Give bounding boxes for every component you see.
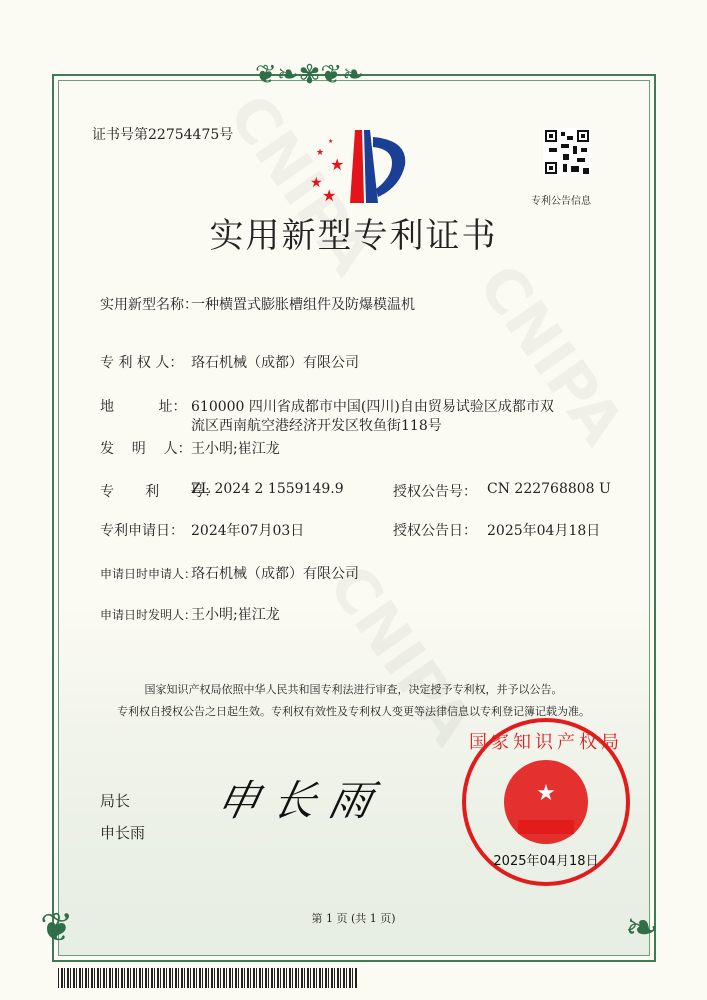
patentee-value: 珞石机械（成都）有限公司 [191, 355, 359, 371]
grant-date-label: 授权公告日： [393, 523, 477, 539]
inventor-at-filing-value: 王小明;崔江龙 [191, 607, 280, 623]
patentee-label: 专 利 权 人： [100, 355, 184, 371]
inventor-at-filing-label: 申请日时发明人： [100, 608, 197, 622]
svg-text:★: ★ [328, 138, 334, 145]
address-line2: 流区西南航空港经济开发区牧鱼街118号 [191, 418, 442, 434]
svg-text:★: ★ [536, 781, 556, 806]
grant-date-value: 2025年04月18日 [487, 523, 601, 539]
seal-date: 2025年04月18日 [493, 854, 599, 869]
applicant-at-filing-label: 申请日时申请人： [100, 567, 197, 581]
page-number: 第 1 页 (共 1 页) [311, 912, 396, 925]
ornament-top: ❦❧✾❦❧ [255, 60, 364, 90]
seal-text: 国家知识产权局 [469, 732, 623, 753]
director-title: 局长 [100, 792, 131, 810]
grant-number-label: 授权公告号： [393, 484, 477, 500]
certificate-number: 证书号第22754475号 [92, 127, 234, 143]
notice-line-1: 国家知识产权局依照中华人民共和国专利法进行审查，决定授予专利权，并予以公告。 [144, 683, 563, 696]
ornament-bottom-left: ❦ [40, 905, 74, 951]
patent-number-value: ZL 2024 2 1559149.9 [191, 481, 344, 497]
apply-date-label: 专利申请日： [100, 523, 184, 539]
patent-number-label: 专 利 号： [100, 484, 219, 500]
cnipa-logo [300, 125, 415, 205]
inventor-value: 王小明;崔江龙 [191, 441, 280, 457]
address-line1: 610000 四川省成都市中国(四川)自由贸易试验区成都市双 [191, 399, 554, 415]
notice-line-2: 专利权自授权公告之日起生效。专利权有效性及专利权人变更等法律信息以专利登记簿记载为准。 [117, 705, 590, 718]
qr-code[interactable] [543, 128, 591, 176]
svg-text:★: ★ [330, 155, 345, 174]
svg-text:★: ★ [316, 148, 325, 158]
director-name: 申长雨 [100, 824, 146, 842]
barcode [58, 968, 358, 988]
name-value: 一种横置式膨胀槽组件及防爆模温机 [191, 297, 415, 313]
address-label: 地 址： [100, 399, 187, 415]
svg-text:★: ★ [322, 186, 337, 205]
ornament-bottom-right: ❧ [625, 905, 659, 951]
applicant-at-filing-value: 珞石机械（成都）有限公司 [191, 566, 359, 582]
svg-text:★: ★ [310, 175, 323, 191]
official-seal [462, 718, 630, 886]
grant-number-value: CN 222768808 U [487, 481, 611, 497]
name-label: 实用新型名称： [100, 297, 198, 313]
inventor-label: 发 明 人： [100, 441, 192, 457]
apply-date-value: 2024年07月03日 [191, 523, 305, 539]
director-signature: 申长雨 [212, 776, 391, 825]
qr-caption: 专利公告信息 [531, 196, 591, 207]
document-title: 实用新型专利证书 [209, 216, 498, 256]
